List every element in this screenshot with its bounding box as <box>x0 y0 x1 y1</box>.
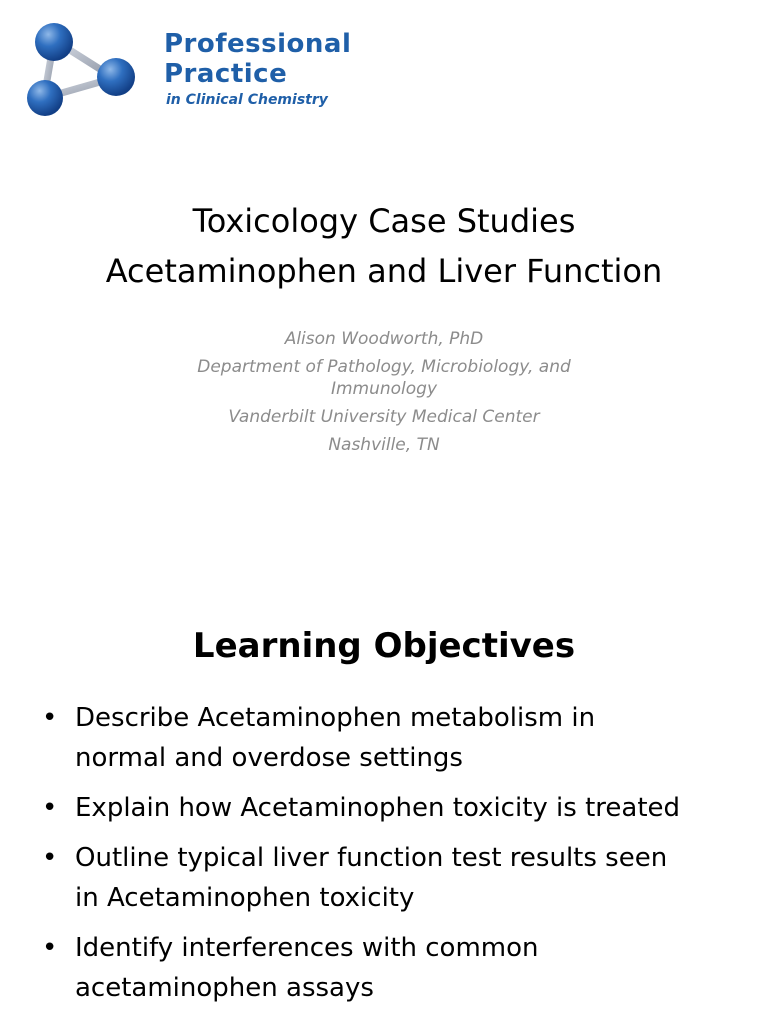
bullet-icon: • <box>42 933 58 963</box>
logo-text-clinical-chemistry: in Clinical Chemistry <box>166 92 328 108</box>
bullet-text-line-2: normal and overdose settings <box>75 743 463 773</box>
slide-title <box>0 196 768 296</box>
logo-text-practice: Practice <box>164 59 288 89</box>
bullet-icon: • <box>42 843 58 873</box>
bullet-text-line-1: Describe Acetaminophen metabolism in <box>75 703 596 733</box>
objectives-list <box>40 698 750 1018</box>
bullet-text-line-1: Identify interferences with common <box>75 933 539 963</box>
slide-heading: Learning Objectives <box>192 626 576 666</box>
department-line-1: Department of Pathology, Microbiology, and <box>197 357 571 377</box>
list-item <box>40 838 750 918</box>
bullet-text-line-1: Outline typical liver function test results seen <box>75 843 668 873</box>
location: Nashville, TN <box>328 435 440 455</box>
list-item <box>40 928 750 1008</box>
title-line-2: Acetaminophen and Liver Function <box>105 252 663 290</box>
logo-text-professional: Professional <box>164 29 352 59</box>
bullet-text-line-1: Explain how Acetaminophen toxicity is treated <box>75 793 681 823</box>
bullet-icon: • <box>42 703 58 733</box>
department-line-2: Immunology <box>330 379 438 399</box>
learning-objectives-slide <box>0 576 768 1024</box>
title-line-1: Toxicology Case Studies <box>192 202 576 240</box>
bullet-text-line-2: acetaminophen assays <box>75 973 374 1003</box>
slide-subtitle <box>150 328 618 456</box>
list-item <box>40 788 750 828</box>
molecule-icon <box>24 20 144 120</box>
institution-name: Vanderbilt University Medical Center <box>228 407 540 427</box>
list-item <box>40 698 750 778</box>
author-name: Alison Woodworth, PhD <box>284 329 484 349</box>
bullet-icon: • <box>42 793 58 823</box>
professional-practice-logo <box>24 20 424 120</box>
bullet-text-line-2: in Acetaminophen toxicity <box>75 883 415 913</box>
